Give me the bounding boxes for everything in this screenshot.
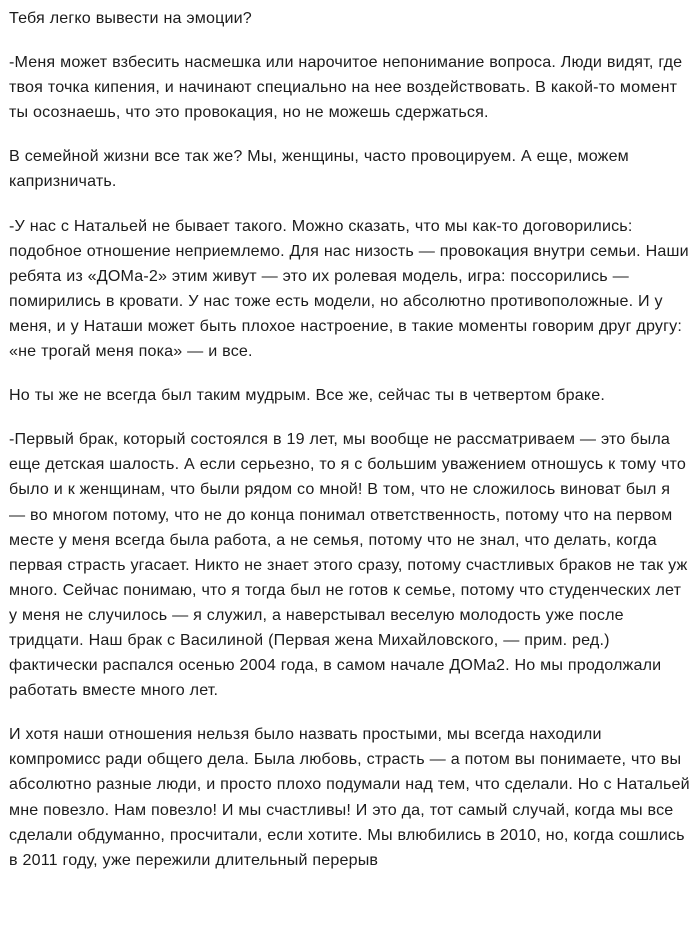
answer-3: -Первый брак, который состоялся в 19 лет, мы вообще не рассматриваем — это была еще детская шалость. А если серьезно, то я с большим уважением отношусь к тому что было и к женщинам, что были рядом со мной! В том, что не сложилось виноват был я — во многом потому, что не до конца понимал ответственность, потому что на первом месте у меня всегда была работа, а не семья, потому что не знал, что делать, когда первая страсть угасает. Никто не знает этого сразу, потому счастливых браков не так уж много. Сейчас понимаю, что я тогда был не готов к семье, потому что студенческих лет у меня не случилось — я служил, а наверстывал веселую молодость уже после тридцати. Наш брак с Василиной (Первая жена Михайловского, — прим. ред.) фактически распался осенью 2004 года, в самом начале ДОМа2. Но мы продолжали работать вместе много лет. bbox=[9, 430, 688, 700]
question-2: В семейной жизни все так же? Мы, женщины, часто провоцируем. А еще, можем капризничать. bbox=[9, 147, 629, 191]
question-1: Тебя легко вывести на эмоции? bbox=[9, 9, 252, 27]
answer-2: -У нас с Натальей не бывает такого. Можно сказать, что мы как-то договорились: подобное отношение неприемлемо. Для нас низость — провокация внутри семьи. Наши ребята из «ДОМа-2» этим живут — это их ролевая модель, игра: поссорились — помирились в кровати. У нас тоже есть модели, но абсолютно противоположные. И у меня, и у Наташи может быть плохое настроение, в такие моменты говорим друг другу: «не трогай меня пока» — и все. bbox=[9, 216, 689, 361]
answer-4: И хотя наши отношения нельзя было назвать простыми, мы всегда находили компромисс ради общего дела. Была любовь, страсть — а потом вы понимаете, что вы абсолютно разные люди, и просто плохо подумали над тем, что сделали. Но с Натальей мне повезло. Нам повезло! И мы счастливы! И это да, тот самый случай, когда мы все сделали обдуманно, просчитали, если хотите. Мы влюбились в 2010, но, когда сошлись в 2011 году, уже пережили длительный перерыв bbox=[9, 725, 690, 869]
question-3: Но ты же не всегда был таким мудрым. Все же, сейчас ты в четвертом браке. bbox=[9, 386, 605, 405]
answer-1: -Меня может взбесить насмешка или нарочитое непонимание вопроса. Люди видят, где твоя точка кипения, и начинают специально на нее воздействовать. В какой-то момент ты осознаешь, что это провокация, но не можешь сдержаться. bbox=[9, 53, 683, 122]
